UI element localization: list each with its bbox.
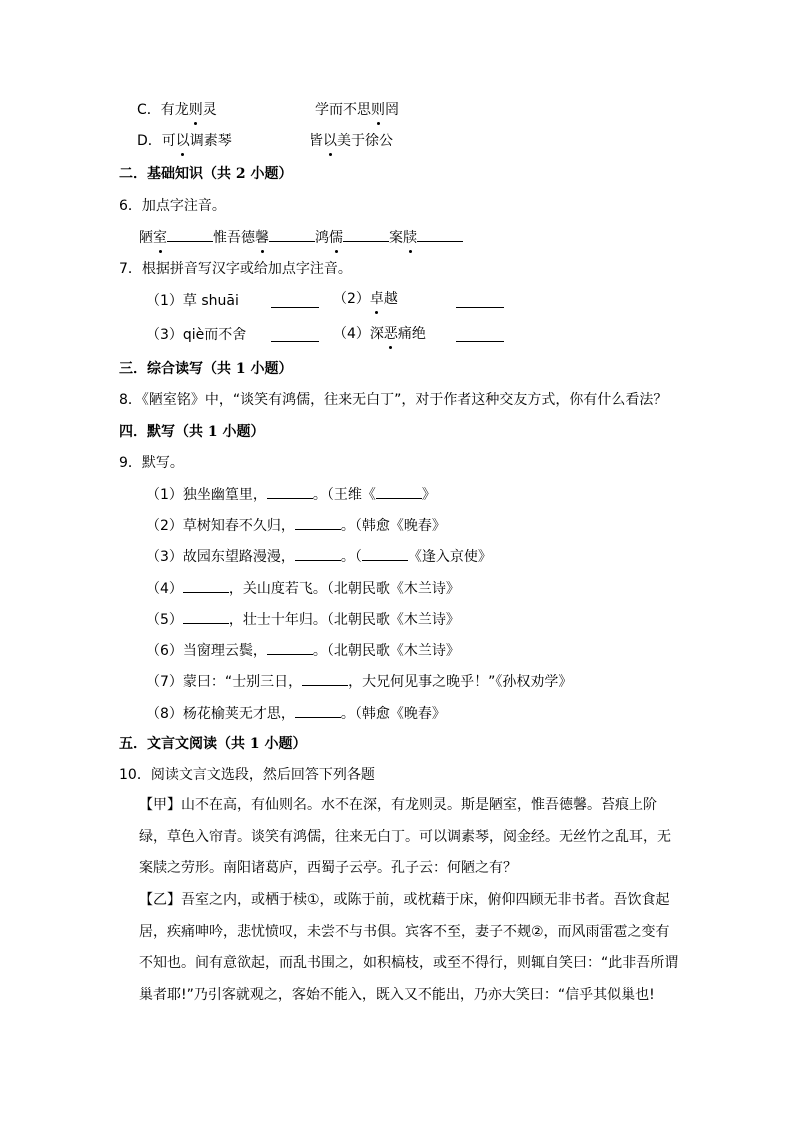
option-d-right: 皆以美于徐公 xyxy=(309,133,393,149)
question-8-stem: 8．《陋室铭》中，“谈笑有鸿儒，往来无白丁”，对于作者这种交友方式，你有什么看法？ xyxy=(119,392,668,408)
passage-yi: 【乙】吾室之内，或栖于椟①，或陈于前，或枕藉于床，俯仰四顾无非书者。吾饮食起居，疾痛呻吟，悲忧愤叹，未尝不与书俱。宾客不至，妻子不觌②，而风雨雷雹之变有不知也。间有意欲起，而乱书围之，如积槁枝，或至不得行，则辄自笑曰：“此非吾所谓巢者耶!”乃引客就观之，客始不能入，既入又不能出，乃亦大笑曰：“信乎其似巢也! xyxy=(139,892,679,1003)
section-title: 四．默写（共 1 小题） xyxy=(119,424,265,440)
answer-blank[interactable] xyxy=(271,293,319,314)
section-title: 三．综合读写（共 1 小题） xyxy=(119,361,293,377)
q9-line-6: （6）当窗理云鬓， 。（北朝民歌《木兰诗》 xyxy=(146,640,460,661)
section-title: 二．基础知识（共 2 小题） xyxy=(119,166,293,182)
q7-item-3: （3）qiè而不舍 xyxy=(146,327,247,343)
option-d: D．可以调素琴 xyxy=(137,133,232,149)
q9-line-4: （4） ，关山度若飞。（北朝民歌《木兰诗》 xyxy=(146,578,460,599)
q9-line-3: （3）故园东望路漫漫， 。（ 《逢入京使》 xyxy=(146,546,492,567)
q9-line-2: （2）草树知春不久归， 。（韩愈《晚春》 xyxy=(146,515,446,536)
question-9-stem: 9．默写。 xyxy=(119,455,184,471)
q9-line-8: （8）杨花榆荚无才思， 。（韩愈《晚春》 xyxy=(146,703,446,724)
passage-jia: 【甲】山不在高，有仙则名。水不在深，有龙则灵。斯是陋室，惟吾德馨。苔痕上阶绿，草色入帘青。谈笑有鸿儒，往来无白丁。可以调素琴，阅金经。无丝竹之乱耳，无案牍之劳形。南阳诸葛庐，西蜀子云亭。孔子云：何陋之有？ xyxy=(139,797,671,876)
q7-item-1: （1）草 shuāi xyxy=(146,293,239,309)
option-c: C．有龙则灵 xyxy=(137,102,217,118)
q7-item-2: （2）卓越 xyxy=(333,291,398,307)
section-title: 五．文言文阅读（共 1 小题） xyxy=(119,736,307,752)
question-6-items: 陋室 惟吾德馨 鸿儒 案牍 xyxy=(139,227,463,248)
q9-line-1: （1）独坐幽篁里， 。（王维《 》 xyxy=(146,484,436,505)
question-6-stem: 6．加点字注音。 xyxy=(119,198,226,214)
question-10-stem: 10．阅读文言文选段，然后回答下列各题 xyxy=(119,767,375,783)
answer-blank[interactable] xyxy=(456,293,504,314)
q7-item-4: （4）深恶痛绝 xyxy=(333,326,426,342)
q9-line-5: （5） ，壮士十年归。（北朝民歌《木兰诗》 xyxy=(146,609,460,630)
question-7-stem: 7．根据拼音写汉字或给加点字注音。 xyxy=(119,261,352,277)
answer-blank[interactable] xyxy=(456,327,504,348)
answer-blank[interactable] xyxy=(271,327,319,348)
q9-line-7: （7）蒙曰：“士别三日， ，大兄何见事之晚乎！”《孙权劝学》 xyxy=(146,671,572,692)
option-c-right: 学而不思则罔 xyxy=(315,102,399,118)
